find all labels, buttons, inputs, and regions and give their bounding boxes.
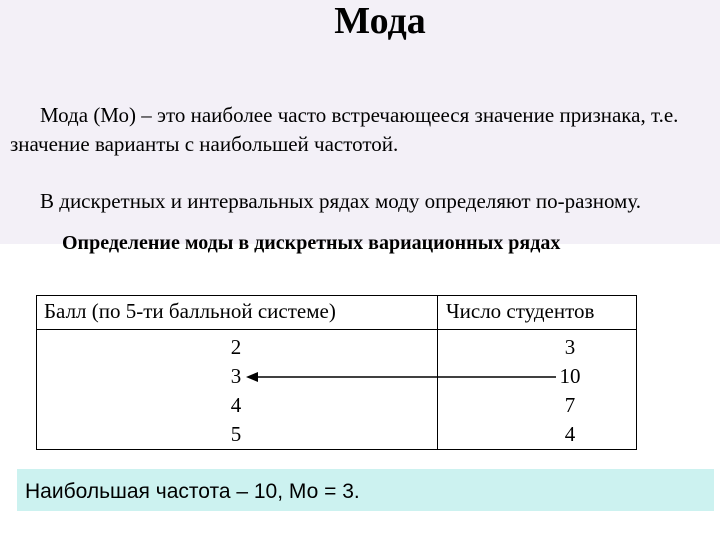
section-subtitle: Определение моды в дискретных вариационных рядах	[62, 232, 561, 254]
table-header-students: Число студентов	[446, 299, 595, 323]
methods-text: В дискретных и интервальных рядах моду определяют по-разному.	[40, 189, 641, 213]
table-header-score: Балл (по 5-ти балльной системе)	[44, 299, 336, 323]
table-cell-score: 3	[230, 364, 242, 388]
table-cell-count: 10	[559, 364, 581, 388]
table-column-divider	[437, 295, 438, 450]
definition-text: (Мо) – это наиболее часто встречающееся значение признака, т.е. значение варианты с наибольшей частотой.	[10, 103, 679, 156]
result-box	[17, 469, 714, 511]
table-header-divider	[36, 329, 637, 330]
table-cell-count: 7	[564, 393, 576, 417]
definition-term: Мода	[40, 103, 89, 127]
table-cell-count: 4	[564, 422, 576, 446]
slide-title: Мода	[334, 0, 426, 42]
result-text: Наибольшая частота – 10, Мо = 3.	[25, 480, 360, 503]
table-cell-score: 4	[230, 393, 242, 417]
definition-paragraph	[10, 101, 710, 159]
table-cell-count: 3	[564, 335, 576, 359]
methods-paragraph	[10, 187, 710, 216]
table-cell-score: 5	[230, 422, 242, 446]
table-cell-score: 2	[230, 335, 242, 359]
